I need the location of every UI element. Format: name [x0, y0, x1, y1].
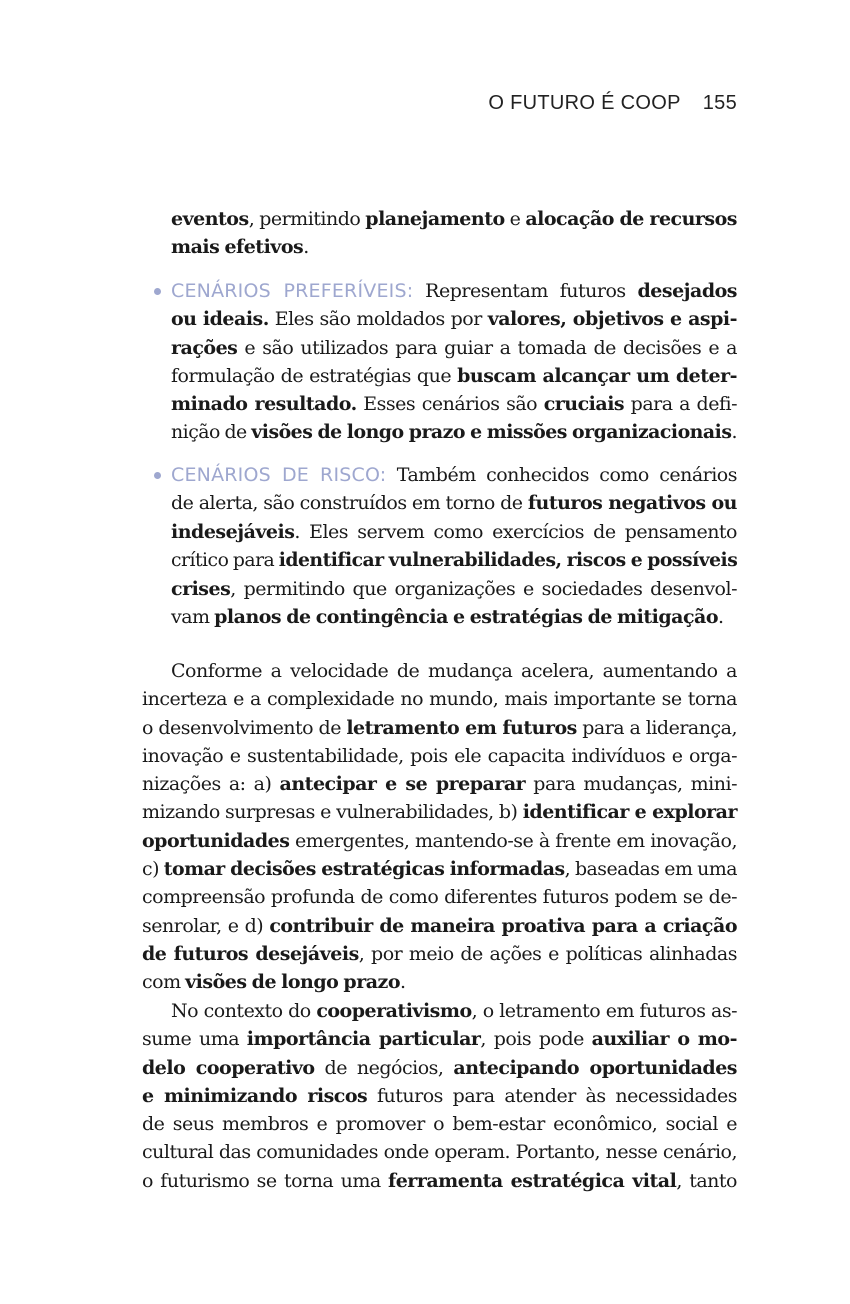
- text-line: com visões de longo prazo.: [142, 971, 406, 994]
- text-line: CENÁRIOS PREFERÍVEIS: Representam futuros desejados: [171, 280, 737, 302]
- text-line: indesejáveis. Eles servem como exercícios de pensamento: [171, 520, 737, 543]
- text-line: mizando surpresas e vulnerabilidades, b) identificar e explorar: [142, 801, 738, 824]
- text-line: vam planos de contingência e estratégias de mitigação.: [171, 606, 724, 629]
- text-line: o futurismo se torna uma ferramenta estratégica vital, tanto: [142, 1169, 737, 1192]
- text-line: incerteza e a complexidade no mundo, mais importante se torna: [142, 688, 737, 711]
- text-line: de alerta, são construídos em torno de futuros negativos ou: [171, 492, 737, 515]
- text-line: nizações a: a) antecipar e se preparar para mudanças, mini-: [142, 773, 737, 796]
- text-line: compreensão profunda de como diferentes futuros podem se de-: [142, 886, 737, 909]
- text-line: ou ideais. Eles são moldados por valores, objetivos e aspi-: [171, 308, 737, 331]
- text-line: e minimizando riscos futuros para atender às necessidades: [142, 1084, 737, 1107]
- bullet-label: CENÁRIOS DE RISCO:: [171, 464, 387, 486]
- text-line: rações e são utilizados para guiar a tomada de decisões e a: [171, 336, 737, 359]
- text-line: crítico para identificar vulnerabilidades, riscos e possíveis: [171, 548, 738, 571]
- text-line: cultural das comunidades onde operam. Portanto, nesse cenário,: [142, 1141, 737, 1164]
- running-header: [488, 92, 737, 115]
- text-line: Conforme a velocidade de mudança acelera, aumentando a: [171, 660, 737, 682]
- page-number: 155: [702, 92, 737, 114]
- text-line: c) tomar decisões estratégicas informadas, baseadas em uma: [142, 858, 737, 881]
- text-line: crises, permitindo que organizações e sociedades desenvol-: [171, 578, 737, 601]
- bullet-continuation: [171, 205, 737, 262]
- text-line: No contexto do cooperativismo, o letramento em futuros as-: [171, 1000, 737, 1022]
- text-line: oportunidades emergentes, mantendo-se à frente em inovação,: [142, 829, 737, 852]
- text-line: sume uma importância particular, pois pode auxiliar o mo-: [142, 1028, 737, 1051]
- text-line: o desenvolvimento de letramento em futuros para a liderança,: [142, 716, 737, 739]
- bullet-dot-icon: [154, 472, 161, 479]
- text-line: inovação e sustentabilidade, pois ele capacita indivíduos e orga-: [142, 744, 737, 767]
- book-title: O FUTURO É COOP: [488, 92, 681, 114]
- bullet-label: CENÁRIOS PREFERÍVEIS:: [171, 280, 414, 302]
- text-line: nição de visões de longo prazo e missões organizacionais.: [171, 421, 737, 444]
- bullet-cenarios-de-risco: [171, 461, 737, 632]
- paragraph-cooperativismo: [142, 997, 737, 1195]
- text-line: de seus membros e promover o bem-estar econômico, social e: [142, 1113, 737, 1136]
- bullet-dot-icon: [154, 288, 161, 295]
- text-line: eventos, permitindo planejamento e alocação de recursos: [171, 208, 737, 230]
- text-line: mais efetivos.: [171, 236, 309, 259]
- paragraph-letramento: [142, 657, 737, 997]
- bullet-cenarios-preferiveis: [171, 277, 737, 447]
- text-line: CENÁRIOS DE RISCO: Também conhecidos como cenários: [171, 464, 737, 486]
- text-line: senrolar, e d) contribuir de maneira proativa para a criação: [142, 914, 737, 937]
- text-line: de futuros desejáveis, por meio de ações e políticas alinhadas: [142, 942, 737, 965]
- text-line: delo cooperativo de negócios, antecipando oportunidades: [142, 1056, 737, 1079]
- text-line: minado resultado. Esses cenários são cruciais para a defi-: [171, 393, 737, 416]
- text-line: formulação de estratégias que buscam alcançar um deter-: [171, 364, 737, 387]
